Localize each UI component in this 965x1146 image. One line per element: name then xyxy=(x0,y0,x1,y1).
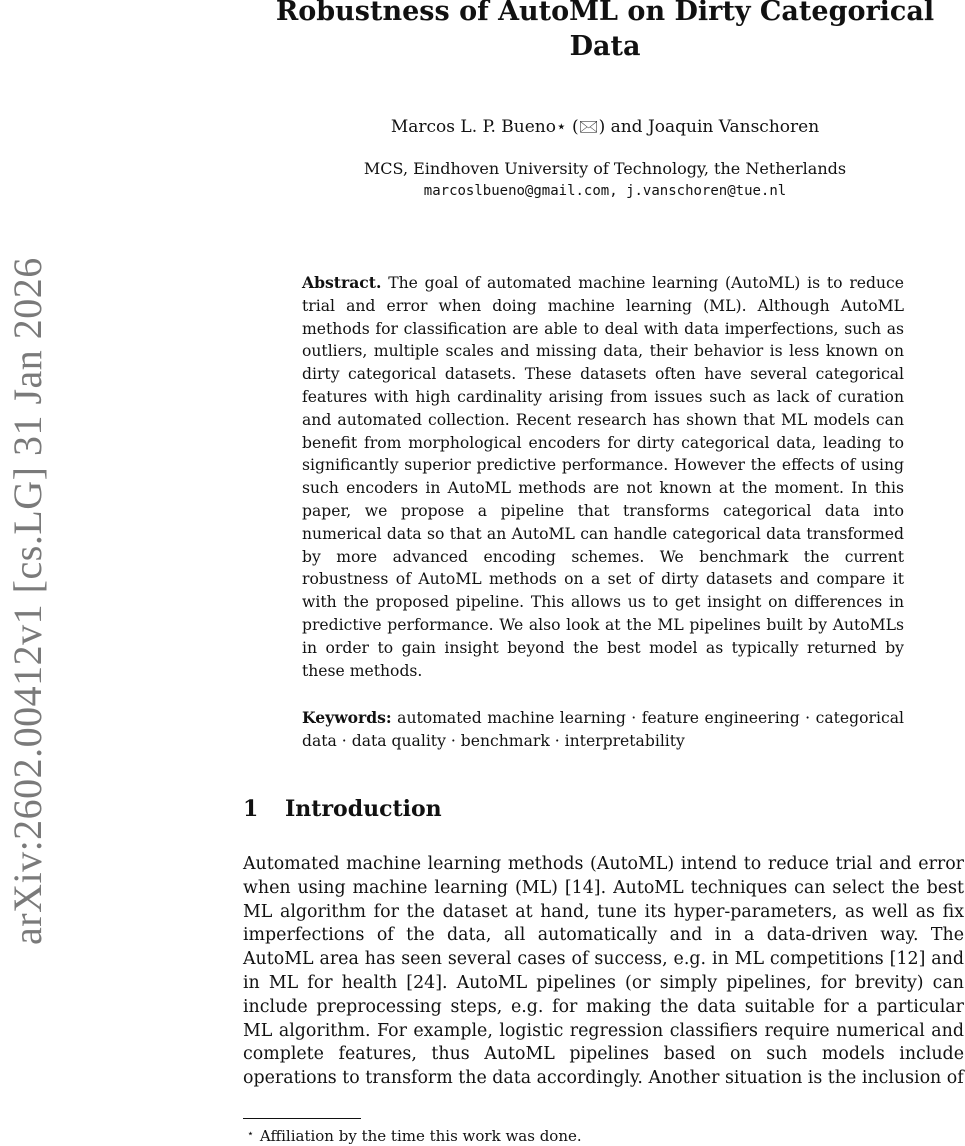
footnote-mark: ⋆ xyxy=(247,1127,254,1140)
author-emails: marcoslbueno@gmail.com, j.vanschoren@tue.nl xyxy=(423,183,787,199)
author-list: Marcos L. P. Bueno⋆ (🖂) and Joaquin Vanschoren xyxy=(390,117,820,137)
abstract-text: The goal of automated machine learning (AutoML) is to reduce trial and error when doing machine learning (ML). Although AutoML methods for classification are able to deal with data imperfections, such as outliers, multiple scales and missing data, their behavior is less known on dirty categorical datasets. These datasets often have several categorical features with high cardinality arising from issues such as lack of curation and automated collection. Recent research has shown that ML models can benefit from morphological encoders for dirty categorical data, leading to significantly superior predictive performance. However the effects of using such encoders in AutoML methods are not known at the moment. In this paper, we propose a pipeline that transforms categorical data into numerical data so that an AutoML can handle categorical data transformed by more advanced encoding schemes. We benchmark the current robustness of AutoML methods on a set of dirty datasets and compare it with the proposed pipeline. This allows us to get insight on differences in predictive performance. We also look at the ML pipelines built by AutoMLs in order to gain insight beyond the best model as typically returned by these methods. xyxy=(302,274,904,680)
section-number: 1 xyxy=(243,796,259,822)
footnote-text: Affiliation by the time this work was done. xyxy=(259,1127,582,1145)
footnote-rule xyxy=(243,1118,361,1119)
introduction-paragraph: Automated machine learning methods (AutoML) intend to reduce trial and error when using machine learning (ML) [14]. AutoML techniques can select the best ML algorithm for the dataset at hand, tune its hyper-parameters, as well as fix imperfections of the data, all automatically and in a data-driven way. The AutoML area has seen several cases of success, e.g. in ML competitions [12] and in ML for health [24]. AutoML pipelines (or simply pipelines, for brevity) can include preprocessing steps, e.g. for making the data suitable for a particular ML algorithm. For example, logistic regression classifiers require numerical and complete features, thus AutoML pipelines based on such models include operations to transform the data accordingly. Another situation is the inclusion of xyxy=(243,854,964,1089)
section-title: Introduction xyxy=(285,796,442,822)
footnote xyxy=(247,1124,582,1146)
section-heading xyxy=(243,796,442,822)
paper-title: Robustness of AutoML on Dirty Categorical Data xyxy=(275,0,935,62)
abstract-label: Abstract. xyxy=(302,273,382,292)
affiliation: MCS, Eindhoven University of Technology, the Netherlands xyxy=(363,159,847,178)
keywords xyxy=(302,707,904,753)
abstract xyxy=(302,272,904,682)
arxiv-identifier: arXiv:2602.00412v1 [cs.LG] 31 Jan 2026 xyxy=(5,257,50,945)
keywords-text: automated machine learning · feature engineering · categorical data · data quality · benchmark · interpretability xyxy=(302,709,904,750)
keywords-label: Keywords: xyxy=(302,708,392,727)
